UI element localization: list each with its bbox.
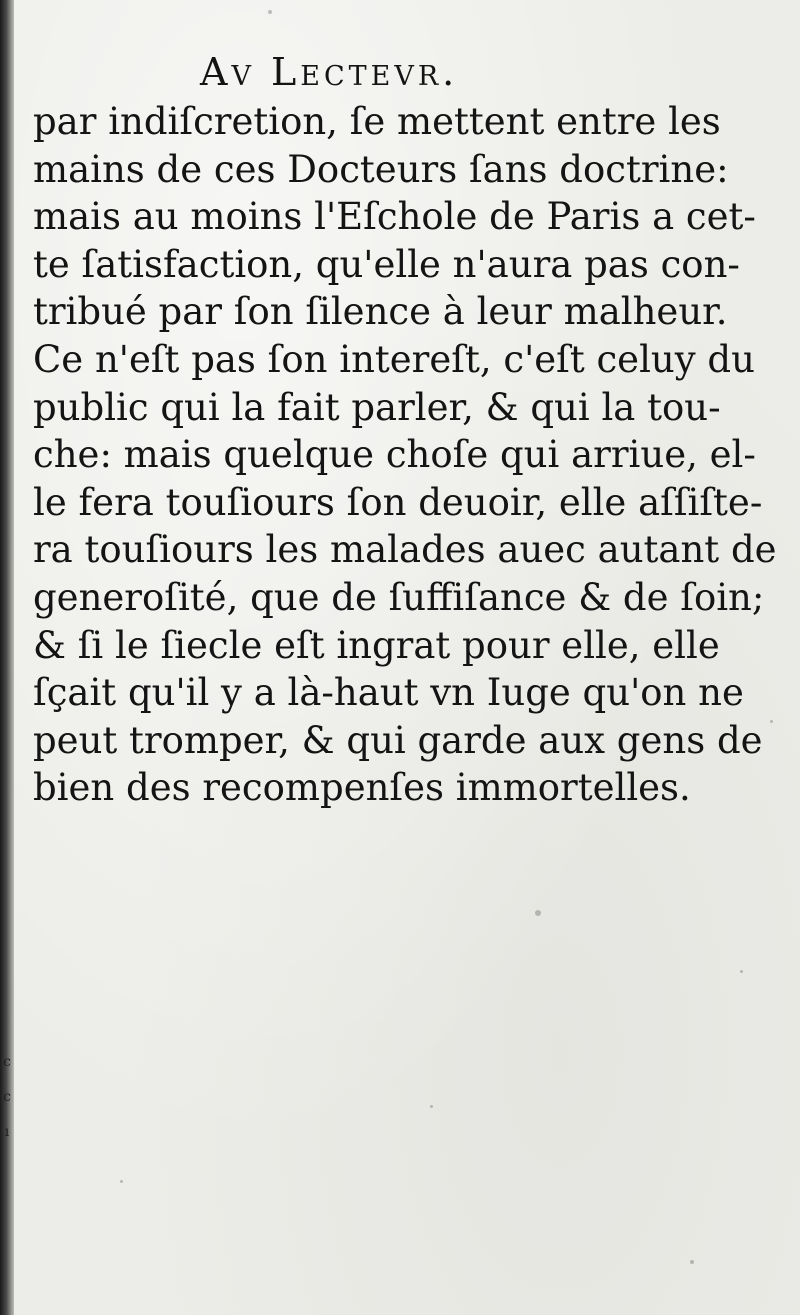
gutter-letter: ı (4, 1124, 10, 1140)
text-line: tribué par ſon ſilence à leur malheur. (33, 290, 728, 334)
gutter-letters (0, 1045, 14, 1150)
text-line: ra touſiours les malades auec autant de (33, 528, 777, 572)
paper-speck (268, 10, 272, 14)
text-line: Ce n'eſt pas ſon intereſt, c'eſt celuy du (33, 337, 755, 381)
text-line: ſçait qu'il y a là-haut vn Iuge qu'on ne (33, 671, 744, 715)
text-line: mains de ces Docteurs ſans doctrine: (33, 147, 729, 191)
text-line: bien des recompenſes immortelles. (33, 766, 691, 810)
paper-speck (690, 1260, 694, 1264)
paper-speck (770, 720, 773, 723)
gutter-letter: c (3, 1054, 11, 1070)
body-text (33, 98, 777, 812)
running-title: Av Lectevr. (200, 50, 459, 94)
text-line: mais au moins l'Eſchole de Paris a cet- (33, 195, 756, 239)
text-line: le fera touſiours ſon deuoir, elle aſſiſte- (33, 480, 763, 524)
text-line: par indiſcretion, ſe mettent entre les (33, 100, 721, 143)
paper-speck (430, 1105, 433, 1108)
text-line: te ſatisfaction, qu'elle n'aura pas con- (33, 242, 740, 286)
text-line: peut tromper, & qui garde aux gens de (33, 718, 763, 762)
text-line: generoſité, que de ſuffiſance & de ſoin; (33, 575, 765, 619)
paper-speck (120, 1180, 123, 1183)
text-line: & ſi le ſiecle eſt ingrat pour elle, elle (33, 623, 720, 667)
paper-speck (740, 970, 743, 973)
paper-speck (535, 910, 541, 916)
gutter-letter: c (3, 1089, 11, 1105)
text-line: public qui la fait parler, & qui la tou- (33, 385, 721, 429)
text-line: che: mais quelque choſe qui arriue, el- (33, 433, 756, 477)
